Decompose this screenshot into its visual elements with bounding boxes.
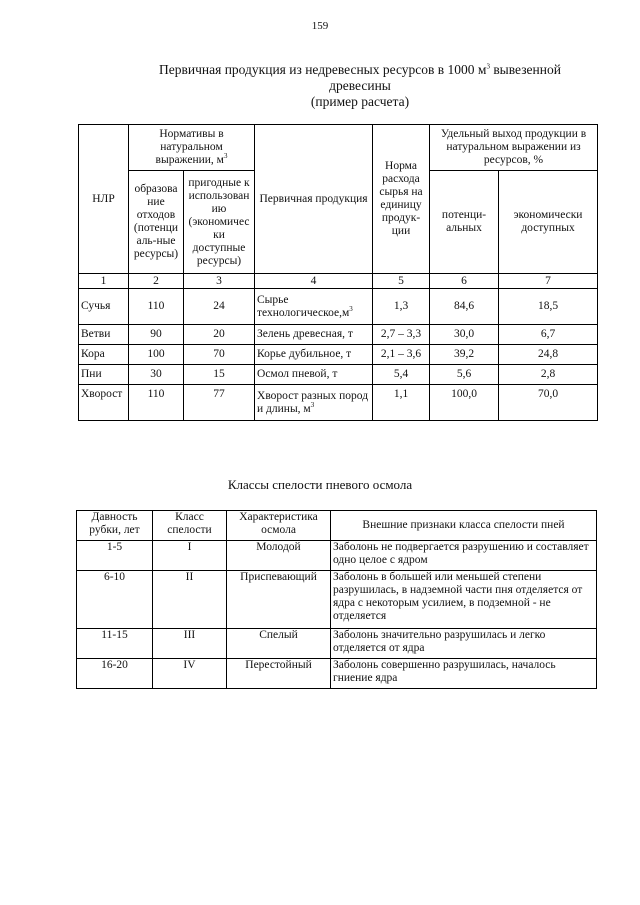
hdr-potential: потенци-альных <box>430 171 499 274</box>
title-line2: древесины <box>329 78 391 93</box>
hdr-usable: пригодные к использован ию (экономичес ки доступные ресурсы) <box>184 171 255 274</box>
page-number: 159 <box>311 20 329 32</box>
table-row: Хворост 110 77 Хворост разных пород и длины, $м^3$ 1,1 100,0 70,0 <box>79 385 598 421</box>
hdr-class: Класс спелости <box>153 511 227 541</box>
hdr-age: Давность рубки, лет <box>77 511 153 541</box>
table-row: Пни 30 15 Осмол пневой, т 5,4 5,6 2,8 <box>79 365 598 385</box>
hdr-characteristic: Характеристика осмола <box>227 511 331 541</box>
title-line3: (пример расчета) <box>310 94 410 109</box>
table-row: Ветви 90 20 Зелень древесная, т 2,7 – 3,3 30,0 6,7 <box>79 325 598 345</box>
hdr-norm: Нормативы в натуральном выражении, $м^3$ <box>129 125 255 171</box>
hdr-economic: экономически доступных <box>499 171 598 274</box>
hdr-signs: Внешние признаки класса спелости пней <box>331 511 597 541</box>
primary-products-table <box>78 124 598 421</box>
table-row: 1-5 I Молодой Заболонь не подвергается разрушению и составляет одно целое с ядром <box>77 541 597 571</box>
ripeness-classes-table <box>76 510 597 689</box>
table1-title: Первичная продукция из недревесных ресурсов в 1000 $м^3$ вывезенной древесины (пример расчета) <box>80 62 640 110</box>
table-row: 11-15 III Спелый Заболонь значительно разрушилась и легко отделяется от ядра <box>77 629 597 659</box>
table-row: Кора 100 70 Корье дубильное, т 2,1 – 3,6 39,2 24,8 <box>79 345 598 365</box>
hdr-product: Первичная продукция <box>255 125 373 274</box>
hdr-rate: Норма расхода сырья на единицу продук-ции <box>373 125 430 274</box>
table-row: 6-10 II Приспевающий Заболонь в большей или меньшей степени разрушилась, в надземной части пня отделяется от ядра с некоторым усилием, в подземной - не отделяется <box>77 571 597 629</box>
hdr-waste: образова ние отходов (потенци аль-ные ресурсы) <box>129 171 184 274</box>
hdr-yield: Удельный выход продукции в натуральном выражении из ресурсов, % <box>430 125 598 171</box>
column-numbers-row: 1 2 3 4 5 6 7 <box>79 274 598 289</box>
table2-title: Классы спелости пневого осмола <box>227 477 413 492</box>
hdr-nlr: НЛР <box>79 125 129 274</box>
title-line1: Первичная продукция из недревесных ресурсов в 1000 м <box>159 62 487 77</box>
table-row: 16-20 IV Перестойный Заболонь совершенно разрушилась, началось гниение ядра <box>77 659 597 689</box>
table-row: Сучья 110 24 Сырье $технологическое,м^3$ 1,3 84,6 18,5 <box>79 289 598 325</box>
